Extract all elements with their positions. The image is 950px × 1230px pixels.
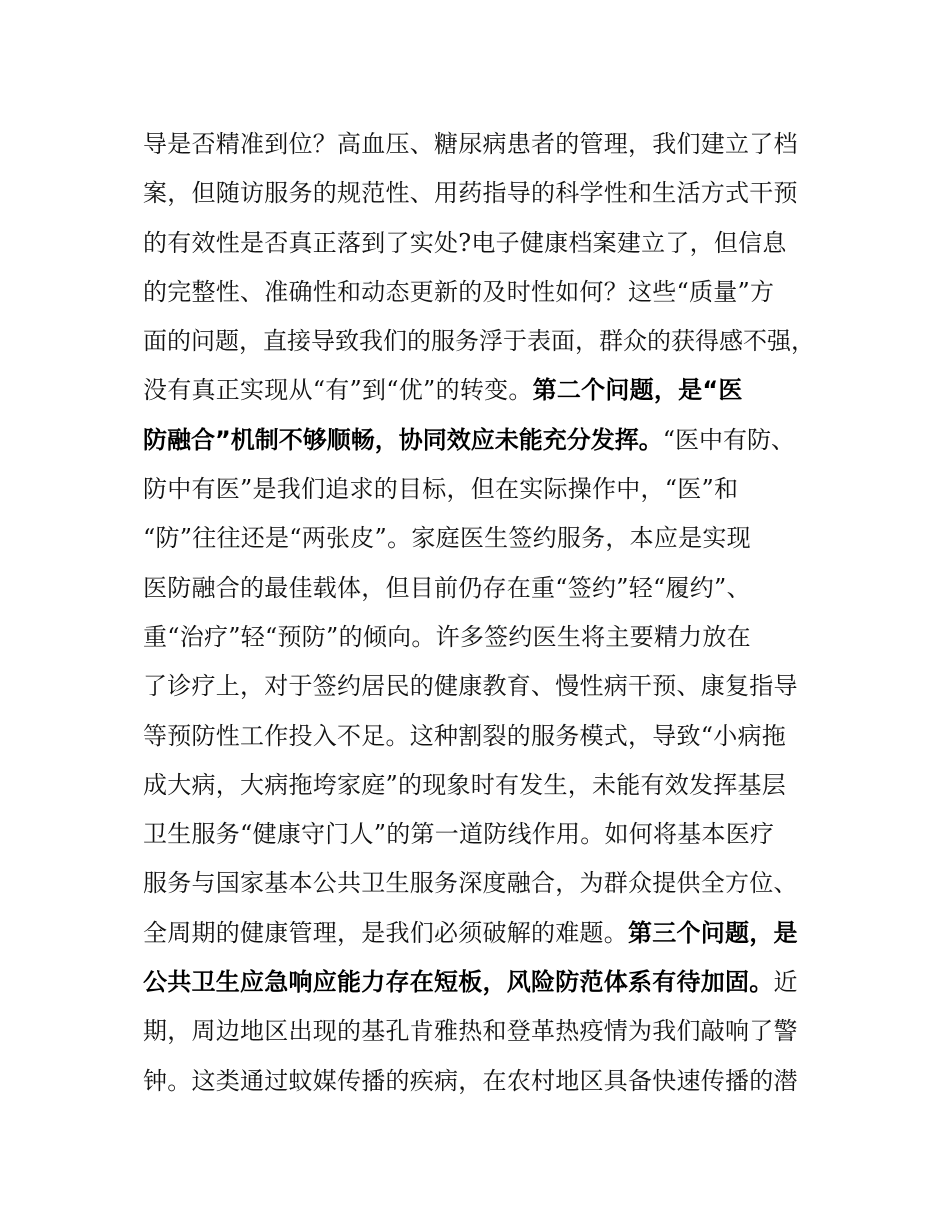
text-line: 等预防性工作投入不足。这种割裂的服务模式，导致“小病拖 [143, 721, 787, 750]
text-line: 案，但随访服务的规范性、用药指导的科学性和生活方式干预 [143, 179, 798, 208]
text-line: “防”往往还是“两张皮”。家庭医生签约服务，本应是实现 [143, 524, 751, 553]
text-line: 期，周边地区出现的基孔肯雅热和登革热疫情为我们敲响了警 [143, 1017, 798, 1046]
bold-heading: 公共卫生应急响应能力存在短板，风险防范体系有待加固。 [143, 968, 774, 997]
text-line: 没有真正实现从“有”到“优”的转变。第二个问题，是“医 [143, 376, 743, 405]
text-line: 了诊疗上，对于签约居民的健康教育、慢性病干预、康复指导 [143, 672, 798, 701]
body-text [143, 120, 823, 1106]
text-line: 卫生服务“健康守门人”的第一道防线作用。如何将基本医疗 [143, 820, 775, 849]
text-line: 的有效性是否真正落到了实处?电子健康档案建立了，但信息 [143, 228, 787, 257]
text-line: 钟。这类通过蚊媒传播的疾病，在农村地区具备快速传播的潜 [143, 1066, 798, 1095]
bold-heading: 防融合”机制不够顺畅，协同效应未能充分发挥。 [143, 425, 663, 454]
text-line: 防融合”机制不够顺畅，协同效应未能充分发挥。“医中有防、 [143, 425, 796, 454]
text-line: 成大病，大病拖垮家庭”的现象时有发生，未能有效发挥基层 [143, 770, 787, 799]
text-line: 导是否精准到位？高血压、糖尿病患者的管理，我们建立了档 [143, 130, 798, 158]
text-line: 全周期的健康管理，是我们必须破解的难题。第三个问题，是 [143, 918, 798, 947]
text-line: 服务与国家基本公共卫生服务深度融合，为群众提供全方位、 [143, 869, 798, 898]
text-line: 面的问题，直接导致我们的服务浮于表面，群众的获得感不强， [143, 327, 815, 356]
bold-heading: 第二个问题，是“医 [532, 376, 743, 405]
text-line: 重“治疗”轻“预防”的倾向。许多签约医生将主要精力放在 [143, 622, 751, 651]
bold-heading: 第三个问题，是 [628, 918, 798, 947]
text-line: 公共卫生应急响应能力存在短板，风险防范体系有待加固。近 [143, 968, 798, 997]
text-line: 防中有医”是我们追求的目标，但在实际操作中，“医”和 [143, 475, 739, 504]
text-line: 医防融合的最佳载体，但目前仍存在重“签约”轻“履约”、 [143, 573, 751, 602]
text-line: 的完整性、准确性和动态更新的及时性如何？这些“质量”方 [143, 277, 775, 306]
